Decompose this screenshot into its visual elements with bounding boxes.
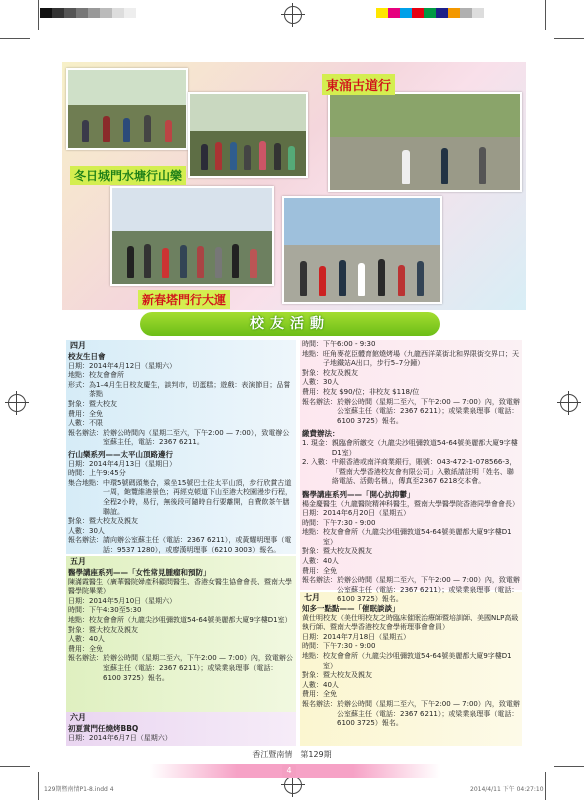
detail-row [302,398,520,427]
detail-value: 校友會會所（九龍尖沙咀彌敦道54-64號美麗都大廈9字樓D1室） [323,528,512,546]
detail-row [302,547,520,557]
detail-label: 集合地點： [68,478,103,487]
event-title: 醫學講座系列——「開心抗抑鬱」 [302,489,415,499]
event-speaker: 楊金慶醫生（九龍醫院精神科醫生，暨南大學醫學院香港同學會會長） [302,499,519,508]
detail-label: 2. 入數： [302,458,332,467]
detail-label: 費用： [302,387,323,396]
detail-value: 校友及親友 [323,368,358,377]
detail-row [302,378,520,388]
detail-value: 校友會會所 [89,371,124,380]
detail-row [302,567,520,577]
crop-mark [545,772,546,800]
detail-label: 費用： [68,644,89,653]
detail-value: 為1–4月生日校友慶生，談判市，切蛋糕；遊戲：表演節目；品嘗茶點 [89,380,291,399]
detail-label: 形式： [68,380,89,389]
detail-row [302,369,520,379]
photo-hiking-group-2 [188,92,308,178]
detail-value: 全免 [323,566,337,575]
april-section [68,340,294,555]
detail-row [302,439,520,458]
photo-tap-mun-group-2 [282,196,442,304]
detail-value: 40人 [89,635,105,644]
detail-row [302,652,520,671]
photo-tap-mun-group-1 [110,186,274,286]
detail-label: 日期： [68,733,89,742]
detail-value: 校友 $90/位；非校友 $118/位 [323,387,420,396]
detail-row [68,597,294,607]
registration-mark-top [284,6,302,24]
detail-value: 30人 [323,378,339,387]
detail-row [68,410,294,420]
detail-value: 中銀香港或南洋商業銀行，賬號：043-472-1-078566-3，「暨南大學香港校友會有限公司」入數紙請註明「姓名、聯絡電話、活動名稱」，傳真至2367 6218交本會。 [331,458,517,486]
detail-value: 中環5號碼頭集合，乘坐15號巴士往太平山頂，步行欣賞古道一周，飽覽維港景色；再經克頓道下山至港大校園漫步行程，全程2小時，易行，無後段可隨時自行要離開，自費飲茶午膳聯誼。 [103,478,292,516]
detail-label: 對象： [302,368,323,377]
detail-row [68,606,294,616]
event-title: 醫學講座系列——「女性常見腫瘤和預防」 [68,568,211,577]
may-section [68,556,294,683]
event-details [68,734,294,744]
detail-row [68,517,294,527]
detail-row [68,429,294,448]
detail-label: 對象： [68,399,89,408]
detail-row [302,388,520,398]
detail-row [68,469,294,479]
event-title: 知多一點點——「催眠談談」 [302,604,400,613]
detail-label: 人數： [68,419,89,428]
photo-tung-chung-trail [328,92,522,192]
detail-label: 人數： [68,635,89,644]
event-details [68,597,294,683]
detail-value: 2014年6月7日（星期六） [89,733,172,742]
detail-value: 暨大校友及親友 [323,547,372,556]
event-speaker: 黄仕明校友（美仕明校友之時臨床催眠治療師暨培訓師、美國NLP高級執行師、暨南大學香港校友會學術理事會會員） [302,613,519,632]
detail-value: 30人 [89,526,105,535]
detail-value: 暨大校友 [89,399,117,408]
detail-label: 時間： [68,469,89,478]
detail-label: 對象： [302,547,323,556]
detail-row [68,460,294,470]
event-title: 初夏賞門任燒烤BBQ [68,724,139,733]
event-title: 校友生日會 [68,352,106,361]
page-number: 4 [282,765,296,777]
detail-row [68,536,294,555]
detail-label: 時間： [302,518,323,527]
crop-mark [38,0,39,30]
color-calibration-bar [376,8,484,18]
detail-value: 40人 [323,680,339,689]
event-details [68,460,294,556]
detail-value: 暨大校友及親友 [89,517,138,526]
crop-mark [0,38,30,39]
detail-label: 人數： [302,680,323,689]
detail-row [68,479,294,517]
month-heading: 五月 [70,557,86,566]
month-heading: 四月 [70,341,86,350]
detail-row [302,528,520,547]
detail-value: 上午9:45分 [89,469,126,478]
detail-label: 人數： [302,557,323,566]
detail-value: 校友會會所（九龍尖沙咀彌敦道54-64號美麗都大廈9字樓D1室） [89,615,292,624]
detail-value: 下午7:30 - 9:00 [323,642,376,651]
detail-label: 人數： [302,378,323,387]
crop-mark [38,772,39,800]
detail-value: 40人 [323,557,339,566]
detail-value: 請向辦公室蘇主任（電話：2367 6211），或黃耀明理事（電話：9537 1280），或廖漢明理事（6210 3003）報名。 [103,536,292,554]
event-details [302,340,520,426]
event-details [68,362,294,448]
detail-label: 對象： [68,625,89,634]
detail-label: 日期： [302,632,323,641]
detail-label: 日期： [68,361,89,370]
registration-mark-bottom [284,776,302,794]
detail-row [302,340,520,350]
detail-value: 親臨會所繳交（九龍尖沙咀彌敦道54-64號美麗都大廈9字樓D1室） [331,438,518,457]
detail-label: 時間： [302,340,323,348]
event-speaker: 陳滿霞醫生（廣華醫院婦產科顧問醫生、香港女醫生協會會長、暨南大學醫學院畢業） [68,577,292,596]
detail-row [68,371,294,381]
detail-label: 報名辦法： [302,576,337,585]
detail-label: 費用： [302,566,323,575]
magazine-footer: 香江暨南情 第129期 [252,750,332,759]
detail-row [302,557,520,567]
gray-calibration-bar [40,8,136,18]
detail-value: 校友會會所（九龍尖沙咀彌敦道54-64號美麗都大廈9字樓D1室） [323,651,512,670]
detail-value: 於辦公時間（星期二至六，下午2:00 — 7:00）內，致電辦公室蘇主任（電話：2367 6211）；或梁業泉理事（電話：6100 3725）報名。 [337,699,520,728]
crop-mark [0,766,30,767]
detail-value: 2014年4月12日（星期六） [89,361,177,370]
fee-details [302,439,520,487]
detail-row [68,419,294,429]
detail-row [302,681,520,691]
detail-label: 時間： [68,606,89,615]
month-heading: 七月 [304,593,320,602]
detail-row [302,509,520,519]
caption-shing-mun: 冬日城門水塘行山樂 [70,166,186,185]
fee-title: 繳費辦法： [302,429,340,439]
detail-value: 下午6:00 - 9:30 [323,340,376,348]
detail-row [68,400,294,410]
detail-value: 2014年7月18日（星期五） [323,632,411,641]
month-heading: 六月 [70,713,86,722]
detail-row [302,350,520,369]
detail-row [68,645,294,655]
july-section [302,592,520,729]
detail-value: 旺角麥花臣體育館燒烤場（九龍西洋菜街北和界限街交界口；天子地鐵站A出口，步行5–7分鐘） [323,349,519,368]
detail-value: 2014年6月20日（星期五） [323,509,411,518]
detail-row [68,616,294,626]
detail-row [302,642,520,652]
detail-value: 於辦公時間（星期二至六，下午2:00 — 7:00）內，致電辦公室蘇主任（電話：2367 6211）；或梁業泉理事（電話：6100 3725）報名。 [337,397,520,425]
bbq-details [302,340,520,605]
registration-mark-right [560,394,578,412]
detail-row [302,671,520,681]
detail-value: 下午4:30至5:30 [89,606,142,615]
detail-label: 日期： [68,459,89,468]
caption-tap-mun: 新春塔門行大運 [138,290,230,309]
crop-mark [554,38,584,39]
file-slug: 129期暨南情P1-8.indd 4 [44,786,114,793]
detail-row [68,381,294,400]
detail-label: 報名辦法： [302,699,337,708]
detail-row [302,633,520,643]
detail-label: 費用： [302,690,323,699]
detail-value: 2014年5月10日（星期六） [89,596,177,605]
detail-row [68,626,294,636]
detail-row [68,527,294,537]
detail-row [68,635,294,645]
detail-label: 報名辦法： [68,428,103,437]
detail-label: 1. 現金： [302,438,332,447]
event-details [302,633,520,729]
detail-row [302,700,520,729]
detail-value: 暨大校友及親友 [323,671,372,680]
detail-row [302,690,520,700]
section-banner: 校友活動 [140,312,440,336]
detail-label: 對象： [68,517,89,526]
timestamp-slug: 2014/4/11 下午 04:27:10 [470,786,544,793]
detail-value: 暨大校友及親友 [89,625,138,634]
detail-row [302,519,520,529]
detail-label: 費用： [68,409,89,418]
detail-label: 報名辦法： [68,536,103,545]
detail-label: 地點： [302,528,323,537]
detail-value: 全免 [89,409,103,418]
detail-label: 地點： [302,349,323,358]
detail-value: 於辦公時間（星期二至六，下午2:00 — 7:00）內，致電辦公室蘇主任（電話：2367 6211）；或梁業泉理事（電話：6100 3725）報名。 [103,654,293,682]
detail-value: 於辦公時間內（星期二至六，下午2:00 — 7:00），致電辦公室蘇主任，電話：2367 6211。 [103,428,290,447]
detail-label: 人數： [68,526,89,535]
detail-label: 地點： [68,371,89,380]
detail-label: 地點： [68,615,89,624]
detail-label: 日期： [302,509,323,518]
event-details [302,509,520,605]
june-section [68,712,294,743]
crop-mark [554,766,584,767]
registration-mark-left [8,394,26,412]
detail-value: 2014年4月13日（星期日） [89,459,177,468]
detail-label: 對象： [302,671,323,680]
detail-row [68,734,294,744]
detail-label: 報名辦法： [68,654,103,663]
event-title: 行山樂系列——太平山頂路邊行 [68,449,173,459]
detail-value: 全免 [89,644,103,653]
detail-value: 下午7:30 - 9:00 [323,518,376,527]
detail-value: 於辦公時間（星期二至六，下午2:00 — 7:00）內，致電辦公室蘇主任（電話：2367 6211）；或梁業泉理事（電話：6100 3725）報名。 [337,576,520,604]
crop-mark [545,0,546,30]
photo-hiking-group-1 [66,68,188,150]
detail-row [68,362,294,372]
caption-tung-chung: 東涌古道行 [322,74,395,95]
detail-row [302,458,520,487]
detail-label: 日期： [68,596,89,605]
detail-value: 全免 [323,690,337,699]
detail-row [68,654,294,683]
detail-label: 報名辦法： [302,397,337,406]
detail-value: 不限 [89,419,103,428]
detail-label: 地點： [302,651,323,660]
detail-label: 時間： [302,642,323,651]
